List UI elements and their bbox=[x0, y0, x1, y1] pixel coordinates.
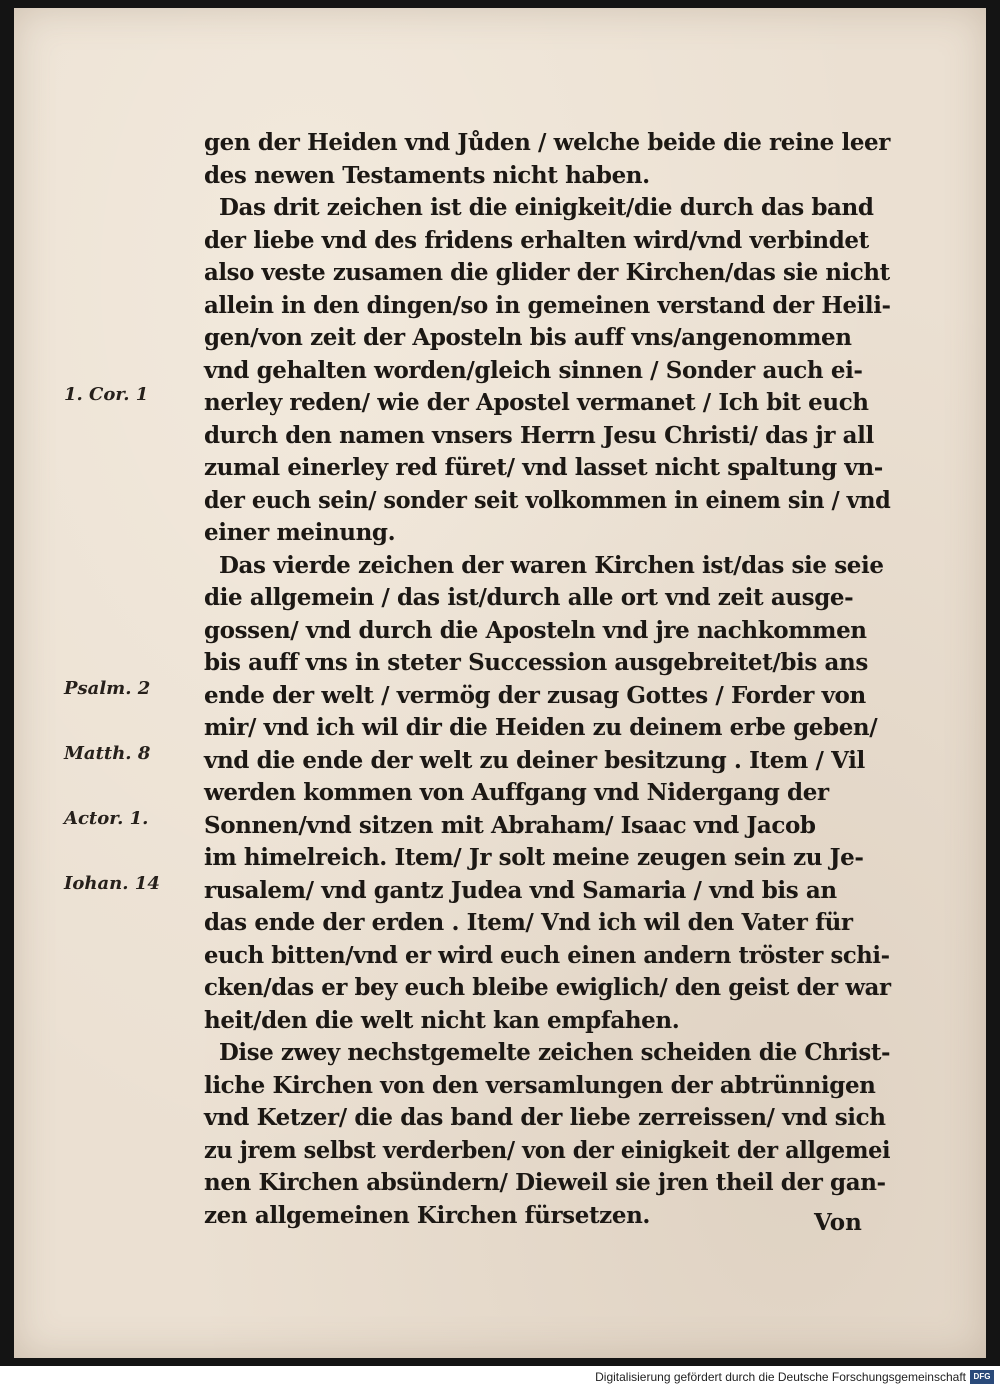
text-line: nen Kirchen absündern/ Dieweil sie jren theil der gan- bbox=[204, 1169, 886, 1196]
text-line: durch den namen vnsers Herrn Jesu Christi/ das jr all bbox=[204, 422, 874, 449]
text-line: gen der Heiden vnd Jůden / welche beide die reine leer bbox=[204, 129, 891, 156]
text-line: ende der welt / vermög der zusag Gottes / Forder von bbox=[204, 682, 866, 709]
text-line: vnd die ende der welt zu deiner besitzung . Item / Vil bbox=[204, 747, 865, 774]
text-line: einer meinung. bbox=[204, 519, 396, 546]
text-line: Das vierde zeichen der waren Kirchen ist/das sie seie bbox=[219, 552, 884, 579]
text-line: euch bitten/vnd er wird euch einen andern tröster schi- bbox=[204, 942, 890, 969]
text-line: nerley reden/ wie der Apostel vermanet / Ich bit euch bbox=[204, 389, 869, 416]
text-line: der euch sein/ sonder seit volkommen in einem sin / vnd bbox=[204, 487, 891, 514]
text-line: zen allgemeinen Kirchen fürsetzen. bbox=[204, 1202, 651, 1229]
book-page bbox=[14, 8, 986, 1358]
funding-credit: Digitalisierung gefördert durch die Deutsche Forschungsgemeinschaft bbox=[595, 1370, 966, 1384]
text-line: Dise zwey nechstgemelte zeichen scheiden die Christ- bbox=[219, 1039, 891, 1066]
footer-bar bbox=[0, 1366, 1000, 1388]
text-line: also veste zusamen die glider der Kirchen/das sie nicht bbox=[204, 259, 890, 286]
text-line: gen/von zeit der Aposteln bis auff vns/angenommen bbox=[204, 324, 852, 351]
margin-reference: Actor. 1. bbox=[64, 808, 149, 829]
text-line: mir/ vnd ich wil dir die Heiden zu deinem erbe geben/ bbox=[204, 714, 878, 741]
margin-reference: Iohan. 14 bbox=[64, 873, 160, 894]
margin-reference: Matth. 8 bbox=[64, 743, 151, 764]
text-line: das ende der erden . Item/ Vnd ich wil den Vater für bbox=[204, 909, 853, 936]
text-line: Das drit zeichen ist die einigkeit/die durch das band bbox=[219, 194, 874, 221]
text-line: Sonnen/vnd sitzen mit Abraham/ Isaac vnd Jacob bbox=[204, 812, 816, 839]
text-line: im himelreich. Item/ Jr solt meine zeugen sein zu Je- bbox=[204, 844, 864, 871]
margin-reference: Psalm. 2 bbox=[64, 678, 151, 699]
text-line: werden kommen von Auffgang vnd Nidergang der bbox=[204, 779, 829, 806]
text-line: liche Kirchen von den versamlungen der abtrünnigen bbox=[204, 1072, 876, 1099]
text-line: zu jrem selbst verderben/ von der einigkeit der allgemei bbox=[204, 1137, 891, 1164]
catchword: Von bbox=[814, 1209, 862, 1236]
text-line: des newen Testaments nicht haben. bbox=[204, 162, 650, 189]
text-line: rusalem/ vnd gantz Judea vnd Samaria / vnd bis an bbox=[204, 877, 837, 904]
dfg-logo: DFG bbox=[970, 1370, 994, 1384]
text-line: gossen/ vnd durch die Aposteln vnd jre nachkommen bbox=[204, 617, 867, 644]
text-line: vnd gehalten worden/gleich sinnen / Sonder auch ei- bbox=[204, 357, 863, 384]
text-line: bis auff vns in steter Succession ausgebreitet/bis ans bbox=[204, 649, 868, 676]
margin-reference: 1. Cor. 1 bbox=[64, 384, 149, 405]
text-line: heit/den die welt nicht kan empfahen. bbox=[204, 1007, 680, 1034]
text-line: der liebe vnd des fridens erhalten wird/vnd verbindet bbox=[204, 227, 869, 254]
text-line: allein in den dingen/so in gemeinen verstand der Heili- bbox=[204, 292, 891, 319]
text-line: zumal einerley red füret/ vnd lasset nicht spaltung vn- bbox=[204, 454, 883, 481]
text-line: cken/das er bey euch bleibe ewiglich/ den geist der war bbox=[204, 974, 891, 1001]
text-line: vnd Ketzer/ die das band der liebe zerreissen/ vnd sich bbox=[204, 1104, 886, 1131]
text-line: die allgemein / das ist/durch alle ort vnd zeit ausge- bbox=[204, 584, 854, 611]
